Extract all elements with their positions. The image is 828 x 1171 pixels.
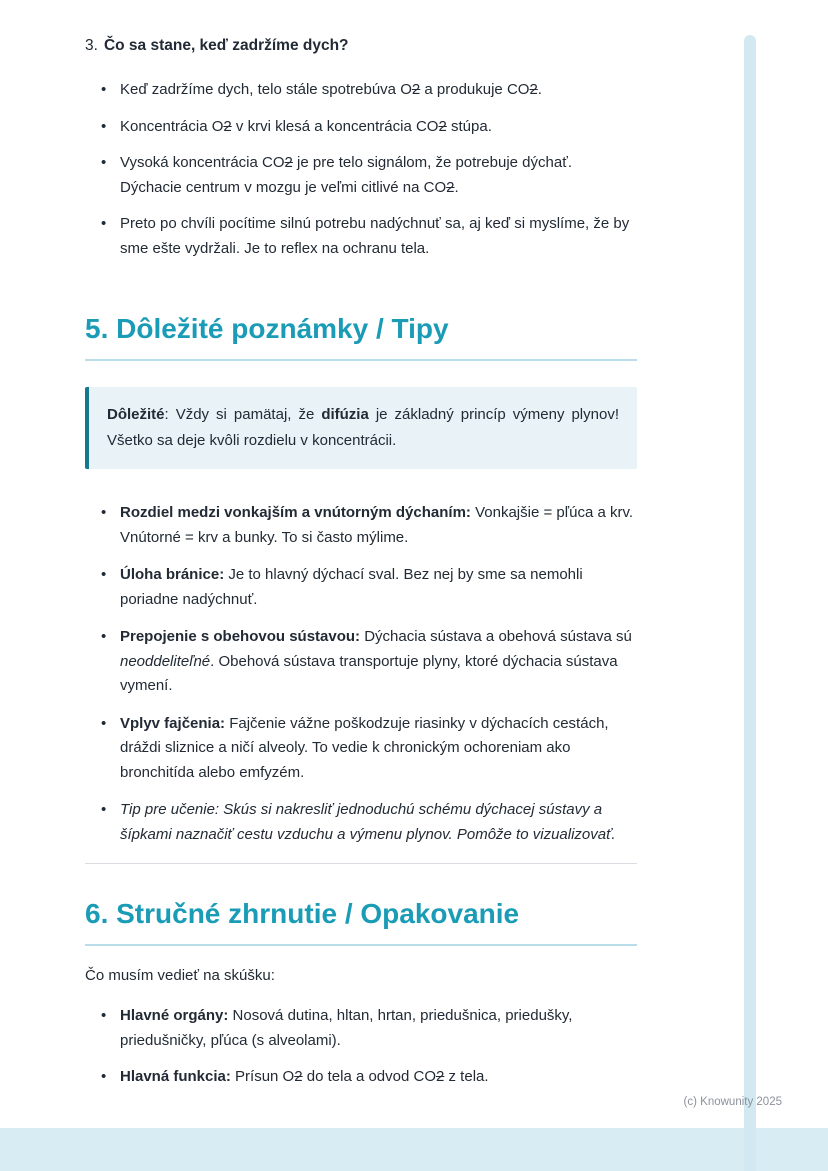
list-item: • Rozdiel medzi vonkajším a vnútorným dýchaním: Vonkajšie = pľúca a krv. Vnútorné = krv a bunky. To si často mýlime. <box>85 501 637 550</box>
section-6-title: 6. Stručné zhrnutie / Opakovanie <box>85 896 637 946</box>
callout-text: Dôležité: Vždy si pamätaj, že difúzia je základný princíp výmeny plynov! Všetko sa deje kvôli rozdielu v koncentrácii. <box>107 406 619 449</box>
section-6-list <box>85 1004 637 1090</box>
question-3-title: Čo sa stane, keď zadržíme dych? <box>103 37 349 54</box>
footer-copyright: (c) Knowunity 2025 <box>683 1096 782 1108</box>
page-bottom-band <box>0 1128 828 1171</box>
question-3-list <box>85 78 637 261</box>
section-5-title: 5. Dôležité poznámky / Tipy <box>85 311 637 361</box>
list-item: • Preto po chvíli pocítime silnú potrebu nadýchnuť sa, aj keď si myslíme, že by sme ešte vydržali. Je to reflex na ochranu tela. <box>85 212 637 261</box>
list-item: • Hlavná funkcia: Prísun O2 do tela a odvod CO2 z tela. <box>85 1065 637 1090</box>
list-item: • Tip pre učenie: Skús si nakresliť jednoduchú schému dýchacej sústavy a šípkami naznačiť cestu vzduchu a výmenu plynov. Pomôže to vizualizovať. <box>85 798 637 847</box>
section-divider <box>85 863 637 864</box>
section-6-intro: Čo musím vedieť na skúšku: <box>85 967 275 984</box>
list-item: • Koncentrácia O2 v krvi klesá a koncentrácia CO2 stúpa. <box>85 115 637 140</box>
document-content <box>85 34 637 1102</box>
list-item: • Vplyv fajčenia: Fajčenie vážne poškodzuje riasinky v dýchacích cestách, dráždi sliznice a ničí alveoly. To vedie k chronickým ochoreniam ako bronchitída alebo emfyzém. <box>85 712 637 786</box>
list-item: • Prepojenie s obehovou sústavou: Dýchacia sústava a obehová sústava sú neoddeliteľné. Obehová sústava transportuje plyny, ktoré dýchacia sústava vymení. <box>85 625 637 699</box>
list-item: • Hlavné orgány: Nosová dutina, hltan, hrtan, priedušnica, priedušky, priedušničky, pľúca (s alveolami). <box>85 1004 637 1053</box>
page-edge-strip <box>744 35 756 1171</box>
question-3-heading <box>85 34 637 58</box>
list-item: • Vysoká koncentrácia CO2 je pre telo signálom, že potrebuje dýchať. Dýchacie centrum v mozgu je veľmi citlivé na CO2. <box>85 151 637 200</box>
list-item: • Úloha bránice: Je to hlavný dýchací sval. Bez nej by sme sa nemohli poriadne nadýchnuť. <box>85 563 637 612</box>
question-3-number: 3. <box>85 37 98 54</box>
important-callout <box>85 387 637 469</box>
list-item: • Keď zadržíme dych, telo stále spotrebúva O2 a produkuje CO2. <box>85 78 637 103</box>
section-5-list <box>85 501 637 847</box>
